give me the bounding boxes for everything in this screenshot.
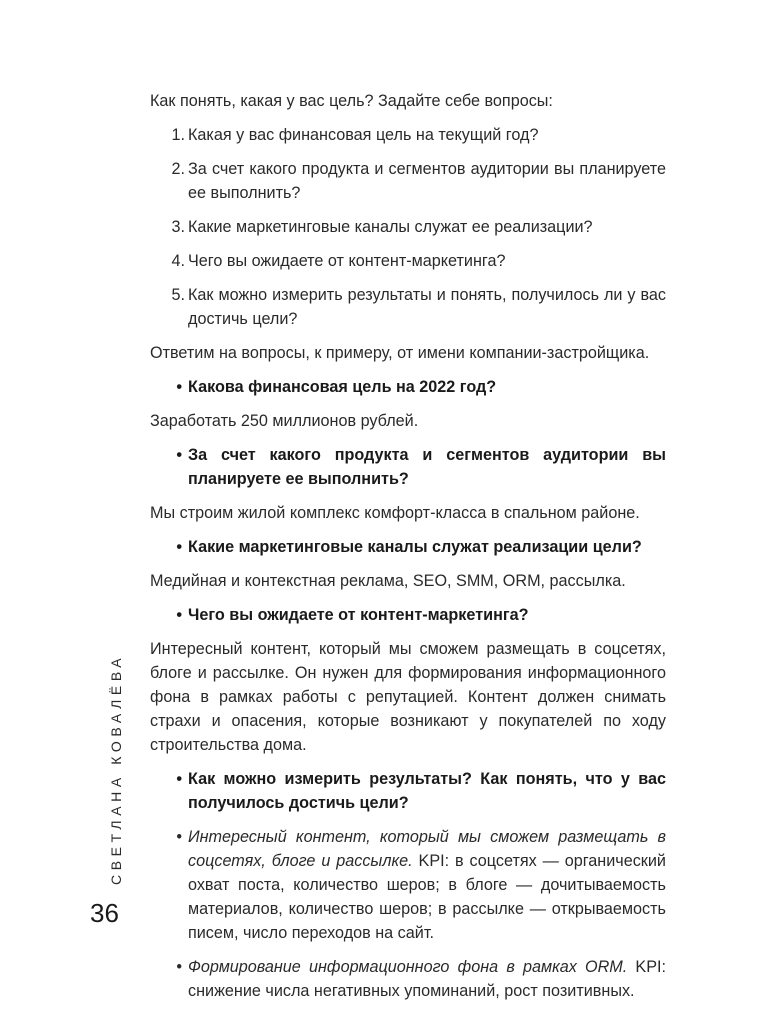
- answer: Мы строим жилой комплекс комфорт-класса в спальном районе.: [150, 504, 640, 522]
- item-number: 1.: [171, 126, 185, 144]
- item-text: Какие маркетинговые каналы служат ее реализации?: [188, 218, 593, 236]
- question: [150, 443, 666, 491]
- question: [150, 767, 666, 815]
- intro-paragraph: Как понять, какая у вас цель? Задайте себе вопросы:: [150, 92, 553, 110]
- bullet: •: [176, 770, 182, 788]
- item-number: 2.: [171, 160, 185, 178]
- author-name: СВЕТЛАНА КОВАЛЁВА: [108, 653, 124, 885]
- kpi-goal: Интересный контент, который мы сможем размещать в соцсетях, блоге и рассылке.: [188, 828, 666, 870]
- question-text: За счет какого продукта и сегментов аудитории вы планируете ее выполнить?: [188, 446, 666, 488]
- item-number: 4.: [171, 252, 185, 270]
- question-text: Какова финансовая цель на 2022 год?: [188, 378, 497, 396]
- item-text: За счет какого продукта и сегментов аудитории вы планируете ее выполнить?: [188, 160, 666, 202]
- numbered-list: [150, 123, 666, 331]
- item-text: Как можно измерить результаты и понять, получилось ли у вас достичь цели?: [188, 286, 666, 328]
- question-text: Как можно измерить результаты? Как понять, что у вас получилось достичь цели?: [188, 770, 666, 812]
- kpi-item: [150, 825, 666, 945]
- list-item: [150, 157, 666, 205]
- answer: Интересный контент, который мы сможем размещать в соцсетях, блоге и рассылке. Он нужен для формирования информационного фона в рамках работы с репутацией. Контент должен снимать страхи и опасения, которые возникают у покупателей по ходу строительства дома.: [150, 640, 666, 754]
- item-text: Какая у вас финансовая цель на текущий год?: [188, 126, 539, 144]
- question: [150, 535, 666, 559]
- item-number: 5.: [171, 286, 185, 304]
- list-item: [150, 283, 666, 331]
- answer-intro: Ответим на вопросы, к примеру, от имени компании-застройщика.: [150, 344, 650, 362]
- item-text: Чего вы ожидаете от контент-маркетинга?: [188, 252, 506, 270]
- question: [150, 375, 666, 399]
- kpi-goal: Формирование информационного фона в рамках ORM.: [188, 958, 628, 976]
- kpi-text: KPI: в соцсетях — органический охват поста, количество шеров; в блоге — дочитываемость материалов, количество шеров; в рассылке — открываемость писем, число переходов на сайт.: [188, 852, 666, 942]
- list-item: [150, 123, 666, 147]
- bullet: •: [176, 828, 182, 846]
- kpi-item: [150, 955, 666, 1003]
- question-text: Какие маркетинговые каналы служат реализации цели?: [188, 538, 642, 556]
- list-item: [150, 215, 666, 239]
- page-body: [150, 89, 666, 1013]
- answer: Медийная и контекстная реклама, SEO, SMM, ORM, рассылка.: [150, 572, 626, 590]
- bullet: •: [176, 958, 182, 976]
- question: [150, 603, 666, 627]
- item-number: 3.: [171, 218, 185, 236]
- kpi-text: KPI: снижение числа негативных упоминаний, рост позитивных.: [188, 958, 667, 1000]
- bullet: •: [176, 378, 182, 396]
- bullet: •: [176, 606, 182, 624]
- bullet: •: [176, 538, 182, 556]
- answer: Заработать 250 миллионов рублей.: [150, 412, 419, 430]
- page-number: 36: [90, 898, 119, 928]
- list-item: [150, 249, 666, 273]
- question-text: Чего вы ожидаете от контент-маркетинга?: [188, 606, 529, 624]
- bullet: •: [176, 446, 182, 464]
